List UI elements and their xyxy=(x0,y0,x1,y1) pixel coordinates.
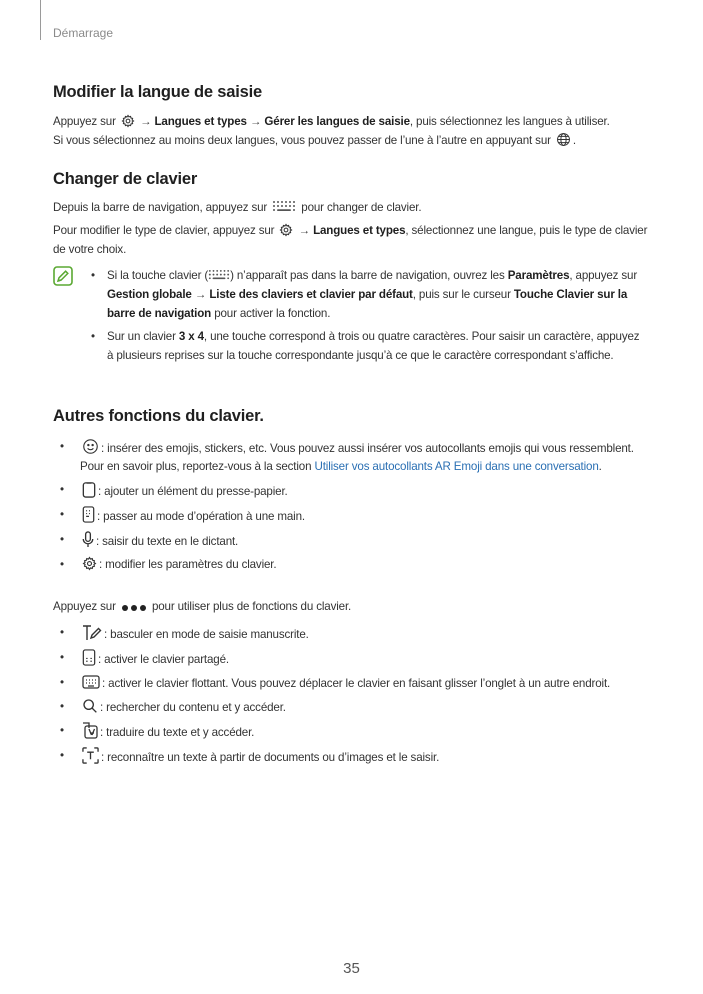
list-item: • : modifier les paramètres du clavier. xyxy=(60,556,660,574)
more-functions-list xyxy=(60,624,660,772)
more-options-icon xyxy=(121,603,147,613)
breadcrumb: Démarrage xyxy=(53,26,114,40)
settings-gear-icon xyxy=(82,556,97,571)
list-item: • Si la touche clavier ( ) n’apparaît pas dans la barre de navigation, ouvrez les Paramètres, appuyez sur Gestion globale → Liste des claviers et clavier par défaut, puis sur le curseur Touche Clavier sur la barre de navigation pour activer la fonction. xyxy=(91,266,647,323)
section-title-change-keyboard: Changer de clavier xyxy=(53,170,198,188)
list-item: • : passer au mode d’opération à une main. xyxy=(60,506,660,526)
keyboard-icon xyxy=(272,200,296,214)
microphone-icon xyxy=(82,531,94,548)
list-item: • : saisir du texte en le dictant. xyxy=(60,531,660,551)
list-item: • : activer le clavier partagé. xyxy=(60,649,660,669)
header-rule xyxy=(40,0,41,40)
extract-text-icon xyxy=(82,747,99,764)
input-language-paragraph: Appuyez sur → Langues et types → Gérer les langues de saisie, puis sélectionnez les langues à utiliser. Si vous sélectionnez au moins deux langues, vous pouvez passer de l’une à l’autre en appuyant sur . xyxy=(53,115,610,147)
clipboard-icon xyxy=(82,481,96,498)
keyboard-functions-list xyxy=(60,438,660,579)
list-item: • : insérer des emojis, stickers, etc. Vous pouvez aussi insérer vos autocollants emojis qui vous ressemblent. Pour en savoir plus, reportez-vous à la section Utiliser vos autocollants AR Emoji dans une conversation. xyxy=(60,438,660,476)
list-item: • : rechercher du contenu et y accéder. xyxy=(60,698,660,717)
emoji-icon xyxy=(82,438,99,455)
change-keyboard-paragraph-1: Depuis la barre de navigation, appuyez sur pour changer de clavier. xyxy=(53,201,422,214)
list-item: • : activer le clavier flottant. Vous pouvez déplacer le clavier en faisant glisser l’onglet à un autre endroit. xyxy=(60,674,660,693)
change-keyboard-paragraph-2: Pour modifier le type de clavier, appuyez sur → Langues et types, sélectionnez une langue, puis le type de clavier de votre choix. xyxy=(53,224,648,256)
split-keyboard-icon xyxy=(82,649,96,666)
keyboard-icon xyxy=(208,269,230,282)
one-handed-mode-icon xyxy=(82,506,95,523)
section-title-input-language: Modifier la langue de saisie xyxy=(53,83,262,101)
settings-gear-icon xyxy=(121,114,135,128)
page-number: 35 xyxy=(343,960,360,977)
globe-icon xyxy=(556,132,571,147)
section-title-other-functions: Autres fonctions du clavier. xyxy=(53,407,264,425)
note-list xyxy=(91,266,647,369)
list-item: • : reconnaître un texte à partir de documents ou d’images et le saisir. xyxy=(60,747,660,767)
list-item: • : basculer en mode de saisie manuscrite. xyxy=(60,624,660,644)
floating-keyboard-icon xyxy=(82,674,100,690)
handwriting-icon xyxy=(82,624,102,641)
list-item: • : traduire du texte et y accéder. xyxy=(60,722,660,742)
ar-emoji-link[interactable]: Utiliser vos autocollants AR Emoji dans une conversation xyxy=(314,460,599,473)
translate-icon xyxy=(82,722,98,739)
list-item: • : ajouter un élément du presse-papier. xyxy=(60,481,660,501)
list-item: • Sur un clavier 3 x 4, une touche correspond à trois ou quatre caractères. Pour saisir un caractère, appuyez à plusieurs reprises sur la touche correspondante jusqu’à ce que le caractère correspondant s’affiche. xyxy=(91,327,647,365)
more-functions-paragraph: Appuyez sur pour utiliser plus de fonctions du clavier. xyxy=(53,600,352,613)
search-icon xyxy=(82,698,98,714)
note-pen-icon xyxy=(53,266,73,286)
settings-gear-icon xyxy=(279,223,293,237)
